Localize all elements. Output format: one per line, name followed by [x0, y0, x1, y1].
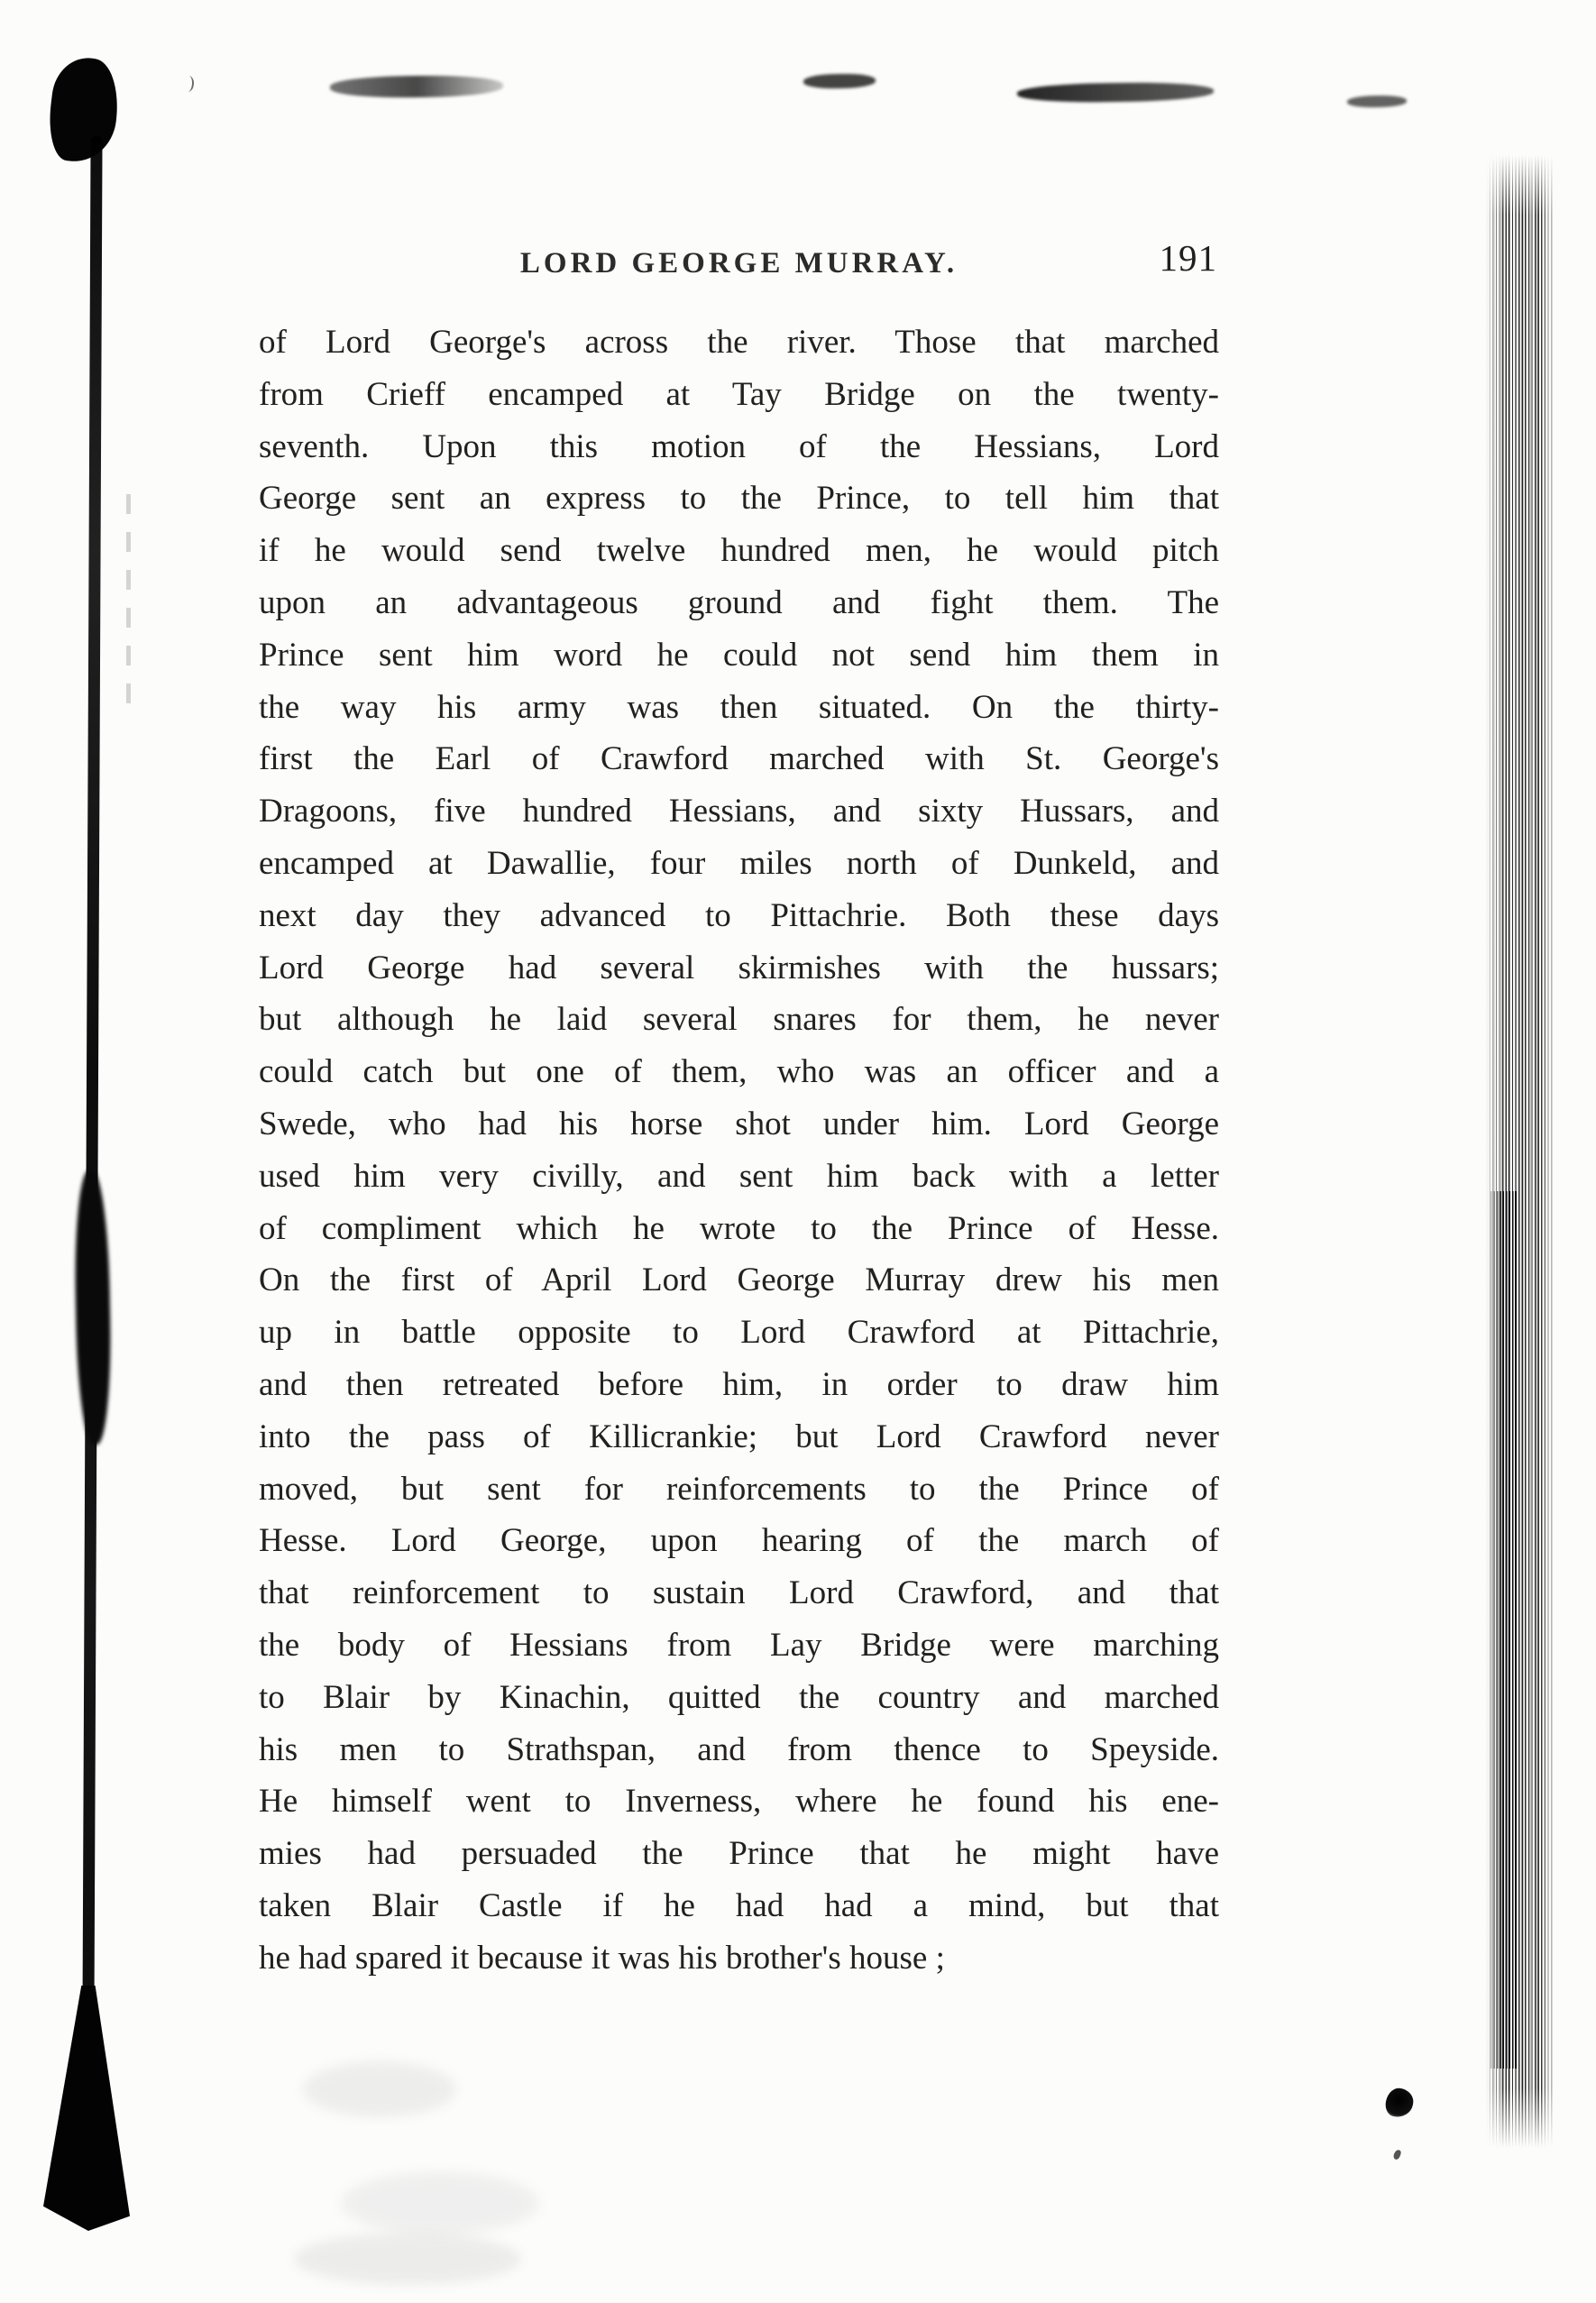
scan-page-edge-fade: [1486, 155, 1553, 2148]
text-line: that reinforcement to sustain Lord Crawford, and that: [259, 1574, 1219, 1612]
text-line: mies had persuaded the Prince that he might have: [259, 1835, 1219, 1873]
scan-tick-mark: [185, 76, 194, 93]
text-line: On the first of April Lord George Murray drew his men: [259, 1262, 1219, 1299]
text-line: Dragoons, five hundred Hessians, and sixty Hussars, and: [259, 793, 1219, 830]
text-line: to Blair by Kinachin, quitted the country and marched: [259, 1678, 1219, 1716]
text-line: moved, but sent for reinforcements to the Prince of: [259, 1470, 1219, 1508]
text-line: he had spared it because it was his brother's house ;: [259, 1939, 945, 1977]
text-line: Prince sent him word he could not send him them in: [259, 636, 1219, 674]
text-line: Lord George had several skirmishes with the hussars;: [259, 949, 1219, 986]
text-line: his men to Strathspan, and from thence to Speyside.: [259, 1730, 1219, 1768]
page-number: 191: [1159, 237, 1217, 279]
scan-ink-dot: [1392, 2149, 1401, 2161]
text-line: taken Blair Castle if he had had a mind, but that: [259, 1886, 1219, 1924]
text-line: Hesse. Lord George, upon hearing of the march of: [259, 1522, 1219, 1560]
scan-smudge-top-3: [1017, 81, 1214, 103]
text-line: could catch but one of them, who was an officer and a: [259, 1053, 1219, 1091]
text-line: if he would send twelve hundred men, he would pitch: [259, 532, 1219, 570]
text-line: encamped at Dawallie, four miles north of Dunkeld, and: [259, 844, 1219, 882]
scan-binding-blob-top: [44, 54, 124, 166]
body-text: [259, 317, 1219, 1985]
text-line: He himself went to Inverness, where he found his ene-: [259, 1783, 1219, 1821]
text-line: and then retreated before him, in order to draw him: [259, 1365, 1219, 1403]
scan-smudge-top-2: [803, 73, 876, 88]
scan-binding-spine-line: [82, 135, 102, 2020]
scan-faint-smudge-3: [294, 2233, 521, 2285]
scan-faint-smudge-1: [303, 2061, 456, 2117]
scan-margin-marks: [126, 494, 131, 712]
text-line: from Crieff encamped at Tay Bridge on the twenty-: [259, 375, 1219, 413]
text-line: George sent an express to the Prince, to tell him that: [259, 480, 1219, 518]
scan-ink-blot: [1383, 2086, 1416, 2120]
text-line: but although he laid several snares for them, he never: [259, 1001, 1219, 1039]
page-header: [259, 237, 1219, 289]
scan-binding-wedge-bottom: [43, 1986, 130, 2231]
scan-binding-blob-mid: [73, 1170, 112, 1445]
text-line: Swede, who had his horse shot under him. Lord George: [259, 1105, 1219, 1142]
text-line: next day they advanced to Pittachrie. Both these days: [259, 896, 1219, 934]
text-line: first the Earl of Crawford marched with St. George's: [259, 740, 1219, 778]
text-line: used him very civilly, and sent him back with a letter: [259, 1157, 1219, 1195]
text-line: of compliment which he wrote to the Prince of Hesse.: [259, 1209, 1219, 1247]
scan-smudge-top-4: [1347, 95, 1407, 107]
page-title: LORD GEORGE MURRAY.: [519, 247, 959, 280]
text-line: seventh. Upon this motion of the Hessians, Lord: [259, 427, 1219, 465]
text-line: into the pass of Killicrankie; but Lord Crawford never: [259, 1418, 1219, 1455]
text-line: the body of Hessians from Lay Bridge were marching: [259, 1626, 1219, 1664]
text-line: the way his army was then situated. On the thirty-: [259, 688, 1219, 726]
text-line: upon an advantageous ground and fight them. The: [259, 583, 1219, 621]
scan-smudge-top-1: [330, 75, 503, 98]
text-line: up in battle opposite to Lord Crawford at Pittachrie,: [259, 1314, 1219, 1352]
scan-faint-smudge-2: [341, 2171, 539, 2234]
scan-page-edge-striations: [1486, 155, 1553, 2148]
scan-page-edge-dark-band: [1491, 1191, 1518, 2068]
text-line: of Lord George's across the river. Those that marched: [259, 324, 1219, 361]
